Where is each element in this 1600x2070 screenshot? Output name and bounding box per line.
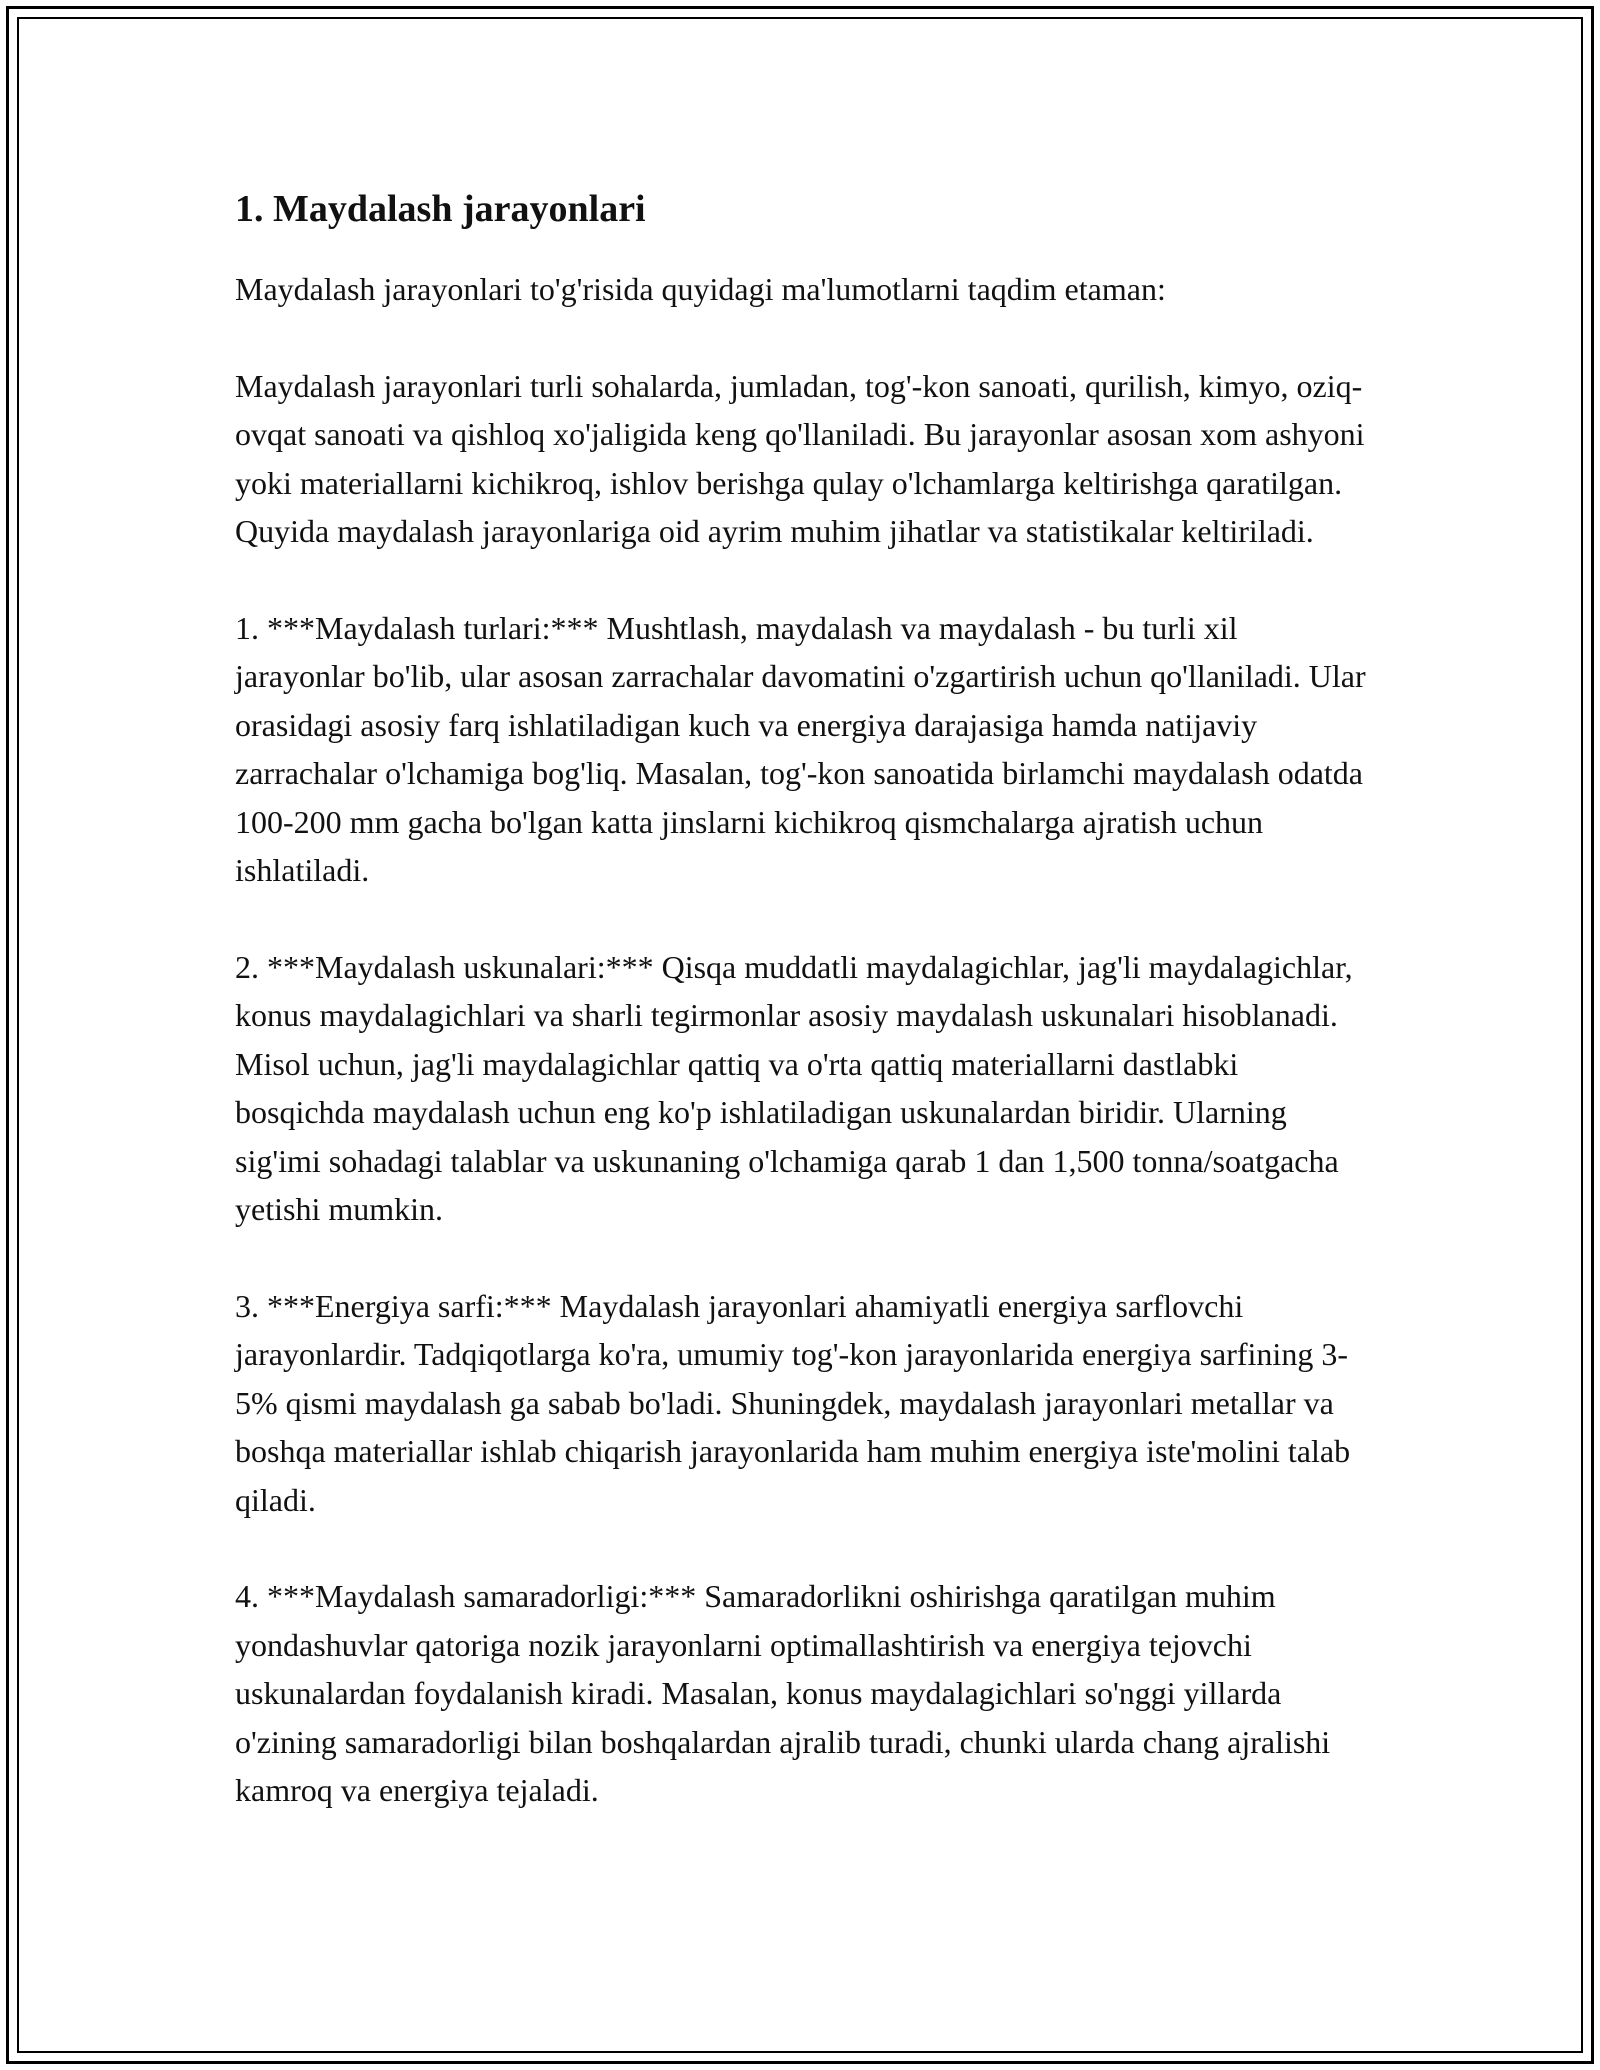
list-item-crushing-equipment: 2. ***Maydalash uskunalari:*** Qisqa muddatli maydalagichlar, jag'li maydalagichlar, konus maydalagichlari va sharli tegirmonlar asosiy maydalash uskunalari hisoblanadi. Misol uchun, jag'li maydalagichlar qattiq va o'rta qattiq materiallarni dastlabki bosqichda maydalash uchun eng ko'p ishlatiladigan uskunalardan biridir. Ularning sig'imi sohadagi talablar va uskunaning o'lchamiga qarab 1 dan 1,500 tonna/soatgacha yetishi mumkin. — [235, 948, 1353, 1227]
page-title: 1. Maydalash jarayonlari — [235, 188, 646, 230]
list-item-crushing-types: 1. ***Maydalash turlari:*** Mushtlash, maydalash va maydalash - bu turli xil jarayonlar bo'lib, ular asosan zarrachalar davomatini o'zgartirish uchun qo'llaniladi. Ular orasidagi asosiy farq ishlatiladigan kuch va energiya darajasiga hamda natijaviy zarrachalar o'lchamiga bog'liq. Masalan, tog'-kon sanoatida birlamchi maydalash odatda 100-200 mm gacha bo'lgan katta jinslarni kichikroq qismchalarga ajratish uchun ishlatiladi. — [235, 609, 1366, 888]
intro-paragraph: Maydalash jarayonlari to'g'risida quyidagi ma'lumotlarni taqdim etaman: — [235, 271, 1166, 307]
list-item-energy-consumption: 3. ***Energiya sarfi:*** Maydalash jarayonlari ahamiyatli energiya sarflovchi jarayonlardir. Tadqiqotlarga ko'ra, umumiy tog'-kon jarayonlarida energiya sarfining 3-5% qismi maydalash ga sabab bo'ladi. Shuningdek, maydalash jarayonlari metallar va boshqa materiallar ishlab chiqarish jarayonlarida ham muhim energiya iste'molini talab qiladi. — [235, 1287, 1351, 1518]
overview-paragraph: Maydalash jarayonlari turli sohalarda, jumladan, tog'-kon sanoati, qurilish, kimyo, oziq-ovqat sanoati va qishloq xo'jaligida keng qo'llaniladi. Bu jarayonlar asosan xom ashyoni yoki materiallarni kichikroq, ishlov berishga qulay o'lchamlarga keltirishga qaratilgan. Quyida maydalash jarayonlariga oid ayrim muhim jihatlar va statistikalar keltiriladi. — [235, 367, 1365, 549]
document-body — [235, 185, 1375, 1863]
list-item-crushing-efficiency: 4. ***Maydalash samaradorligi:*** Samaradorlikni oshirishga qaratilgan muhim yondashuvlar qatoriga nozik jarayonlarni optimallashtirish va energiya tejovchi uskunalardan foydalanish kiradi. Masalan, konus maydalagichlari so'nggi yillarda o'zining samaradorligi bilan boshqalardan ajralib turadi, chunki ularda chang ajralishi kamroq va energiya tejaladi. — [235, 1578, 1331, 1808]
